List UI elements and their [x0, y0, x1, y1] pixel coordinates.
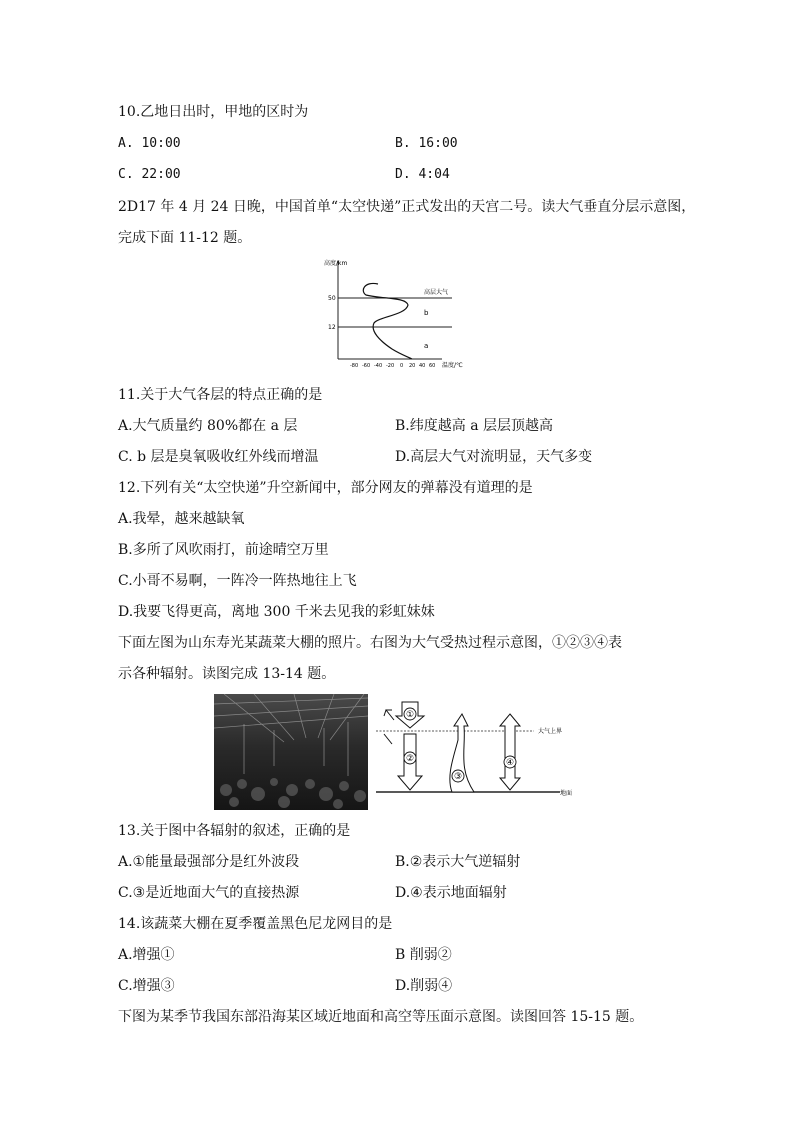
reflection-arrow: [384, 710, 394, 720]
layer-label-a: a: [424, 342, 429, 350]
q12-option-b: B.多所了风吹雨打，前途晴空万里: [118, 542, 329, 558]
x-tick: -80: [350, 363, 359, 369]
q12-option-c: C.小哥不易啊，一阵冷一阵热地往上飞: [118, 573, 357, 589]
intro-13-14-line1: 下面左图为山东寿光某蔬菜大棚的照片。右图为大气受热过程示意图，①②③④表: [118, 635, 622, 651]
intro-11-12-line2: 完成下面 11-12 题。: [118, 230, 252, 246]
y-tick-12: 12: [328, 324, 336, 331]
q14-stem: 14.该蔬菜大棚在夏季覆盖黑色尼龙网目的是: [118, 916, 393, 932]
q14-option-c: C.增强③: [118, 978, 175, 994]
x-tick: -40: [374, 363, 383, 369]
q10-option-c: C. 22:00: [118, 167, 181, 182]
layer-label-upper: 高层大气: [424, 289, 449, 296]
x-axis-label: 温度/℃: [442, 362, 463, 369]
q14-option-b: B 削弱②: [395, 947, 452, 963]
q10-option-a: A. 10:00: [118, 136, 181, 151]
q11-stem: 11.关于大气各层的特点正确的是: [118, 387, 323, 403]
q12-stem: 12.下列有关“太空快递”升空新闻中，部分网友的弹幕没有道理的是: [118, 480, 533, 496]
q10-option-b: B. 16:00: [395, 136, 458, 151]
radiation-4-label: ④: [505, 758, 515, 768]
intro-13-14-line2: 示各种辐射。读图完成 13-14 题。: [118, 666, 336, 682]
q10-option-d: D. 4:04: [395, 167, 450, 182]
q11-option-a: A.大气质量约 80%都在 a 层: [118, 418, 298, 434]
x-tick: -60: [362, 363, 371, 369]
y-tick-50: 50: [328, 295, 336, 302]
radiation-3-label: ③: [453, 772, 463, 782]
scatter-arrow: [384, 734, 392, 744]
x-tick: -20: [386, 363, 395, 369]
temperature-curve: [363, 283, 412, 359]
atmosphere-layers-figure: [320, 257, 480, 372]
greenhouse-photo: [214, 694, 368, 810]
q12-option-a: A.我晕，越来越缺氧: [118, 511, 245, 527]
intro-15-line1: 下图为某季节我国东部沿海某区域近地面和高空等压面示意图。读图回答 15-15 题。: [118, 1009, 644, 1025]
layer-label-b: b: [424, 309, 429, 317]
x-tick: 40: [419, 363, 426, 369]
x-tick: 60: [429, 363, 436, 369]
y-axis-label: 高度/km: [324, 260, 348, 267]
q13-option-b: B.②表示大气逆辐射: [395, 854, 521, 870]
atmosphere-top-label: 大气上界: [538, 728, 563, 735]
atmospheric-heating-diagram: [374, 700, 580, 800]
q13-option-d: D.④表示地面辐射: [395, 885, 507, 901]
q13-option-c: C.③是近地面大气的直接热源: [118, 885, 300, 901]
q11-option-b: B.纬度越高 a 层层顶越高: [395, 418, 553, 434]
x-tick: 0: [400, 363, 404, 369]
q13-option-a: A.①能量最强部分是红外波段: [118, 854, 300, 870]
radiation-1-label: ①: [405, 710, 415, 720]
q14-option-d: D.削弱④: [395, 978, 453, 994]
intro-11-12-line1: 2D17 年 4 月 24 日晚，中国首单“太空快递”正式发出的天宫二号。读大气垂直分层示意图，: [118, 199, 696, 215]
q14-option-a: A.增强①: [118, 947, 175, 963]
q10-stem: 10.乙地日出时，甲地的区时为: [118, 104, 309, 120]
q13-stem: 13.关于图中各辐射的叙述，正确的是: [118, 823, 351, 839]
ground-label: 地面: [560, 790, 573, 797]
q11-option-c: C. b 层是臭氧吸收红外线而增温: [118, 449, 319, 465]
radiation-4-arrow: [500, 714, 520, 790]
radiation-2-label: ②: [405, 754, 415, 764]
x-tick: 20: [409, 363, 416, 369]
q11-option-d: D.高层大气对流明显，天气多变: [395, 449, 593, 465]
q12-option-d: D.我要飞得更高，离地 300 千米去见我的彩虹妹妹: [118, 604, 435, 620]
